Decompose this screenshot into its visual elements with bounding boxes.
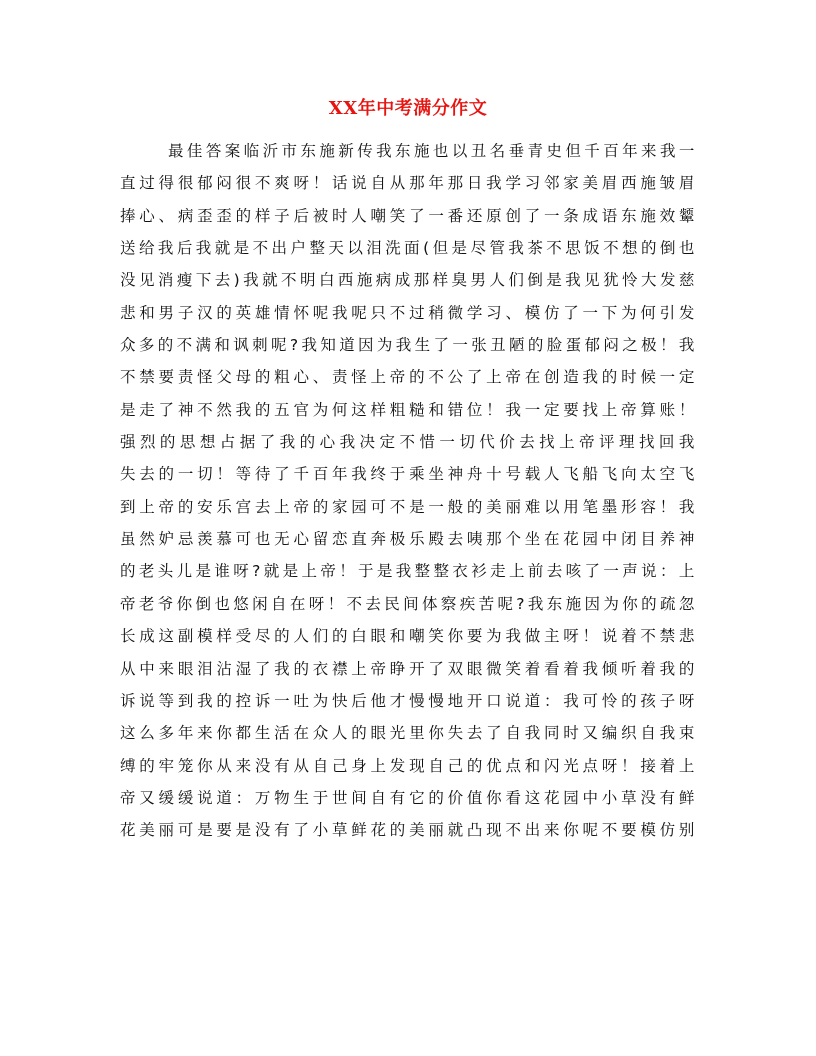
- paragraph-line: 这么多年来你都生活在众人的眼光里你失去了自我同时又编织自我束: [120, 724, 695, 743]
- paragraph-line: 虽然妒忌羡慕可也无心留恋直奔极乐殿去咦那个坐在花园中闭目养神: [120, 530, 695, 549]
- paragraph-line: 从中来眼泪沾湿了我的衣襟上帝睁开了双眼微笑着看着我倾听着我的: [120, 659, 695, 678]
- paragraph-line: 花美丽可是要是没有了小草鲜花的美丽就凸现不出来你呢不要模仿别: [120, 821, 695, 840]
- paragraph-line: 帝老爷你倒也悠闲自在呀！不去民间体察疾苦呢?我东施因为你的疏忽: [120, 594, 695, 613]
- document-title: XX年中考满分作文: [328, 98, 488, 119]
- paragraph-line: 缚的牢笼你从来没有从自己身上发现自己的优点和闪光点呀！接着上: [120, 756, 695, 775]
- paragraph-line: 捧心、病歪歪的样子后被时人嘲笑了一番还原创了一条成语东施效颦: [120, 206, 695, 225]
- paragraph-line: 最佳答案临沂市东施新传我东施也以丑名垂青史但千百年来我一: [168, 142, 695, 160]
- paragraph-line: 送给我后我就是不出户整天以泪洗面(但是尽管我茶不思饭不想的倒也: [120, 239, 695, 258]
- paragraph-line: 悲和男子汉的英雄情怀呢我呢只不过稍微学习、模仿了一下为何引发: [120, 303, 695, 322]
- paragraph-line: 不禁要责怪父母的粗心、责怪上帝的不公了上帝在创造我的时候一定: [120, 368, 695, 387]
- paragraph-line: 是走了神不然我的五官为何这样粗糙和错位！我一定要找上帝算账！: [120, 400, 695, 419]
- paragraph-line: 帝又缓缓说道：万物生于世间自有它的价值你看这花园中小草没有鲜: [120, 788, 695, 807]
- paragraph-line: 长成这副模样受尽的人们的白眼和嘲笑你要为我做主呀！说着不禁悲: [120, 627, 695, 646]
- paragraph-line: 直过得很郁闷很不爽呀！话说自从那年那日我学习邻家美眉西施皱眉: [120, 174, 695, 193]
- paragraph-line: 的老头儿是谁呀?就是上帝！于是我整整衣衫走上前去咳了一声说：上: [120, 562, 695, 581]
- paragraph-line: 失去的一切！等待了千百年我终于乘坐神舟十号载人飞船飞向太空飞: [120, 465, 695, 484]
- paragraph-line: 强烈的思想占据了我的心我决定不惜一切代价去找上帝评理找回我: [120, 433, 695, 452]
- paragraph-line: 没见消瘦下去)我就不明白西施病成那样臭男人们倒是我见犹怜大发慈: [120, 271, 695, 290]
- essay-body: [120, 135, 695, 847]
- paragraph-line: 众多的不满和讽刺呢?我知道因为我生了一张丑陋的脸蛋郁闷之极！我: [120, 336, 695, 355]
- paragraph-line: 诉说等到我的控诉一吐为快后他才慢慢地开口说道：我可怜的孩子呀: [120, 691, 695, 710]
- paragraph-line: 到上帝的安乐宫去上帝的家园可不是一般的美丽难以用笔墨形容！我: [120, 497, 695, 516]
